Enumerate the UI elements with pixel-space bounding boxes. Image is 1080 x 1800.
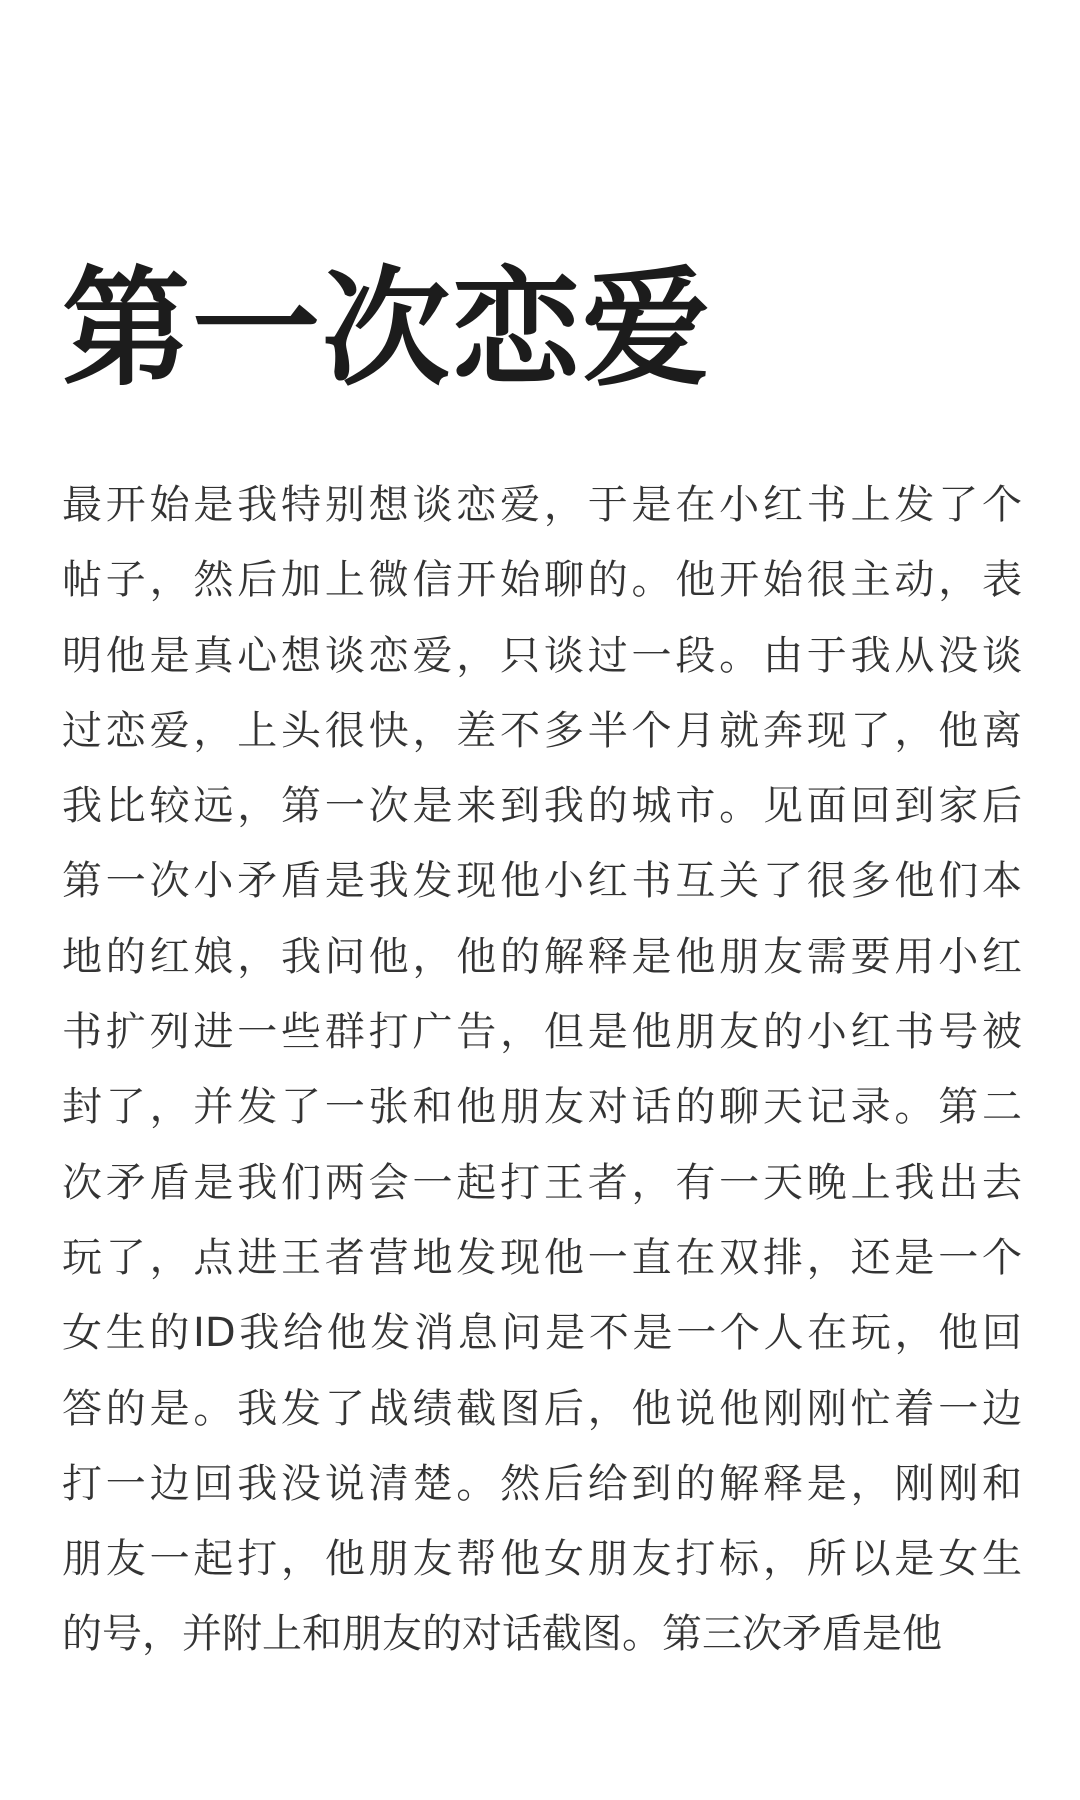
body-line: 我比较远，第一次是来到我的城市。见面回到家后 [62, 783, 1022, 830]
body-line: 明他是真心想谈恋爱，只谈过一段。由于我从没谈 [62, 632, 1022, 679]
post-body [62, 468, 1022, 1673]
body-line: 过恋爱，上头很快，差不多半个月就奔现了，他离 [62, 707, 1022, 754]
body-line: 书扩列进一些群打广告，但是他朋友的小红书号被 [62, 1009, 1022, 1056]
body-line: 第一次小矛盾是我发现他小红书互关了很多他们本 [62, 858, 1022, 905]
body-line: 地的红娘，我问他，他的解释是他朋友需要用小红 [62, 933, 1022, 980]
body-line: 帖子，然后加上微信开始聊的。他开始很主动，表 [62, 557, 1022, 604]
body-line: 最开始是我特别想谈恋爱，于是在小红书上发了个 [62, 482, 1022, 528]
body-line: 打一边回我没说清楚。然后给到的解释是，刚刚和 [62, 1460, 1022, 1507]
body-line: 的号，并附上和朋友的对话截图。第三次矛盾是他 [62, 1611, 942, 1658]
body-line: 朋友一起打，他朋友帮他女朋友打标，所以是女生 [62, 1536, 1022, 1583]
body-line: 封了，并发了一张和他朋友对话的聊天记录。第二 [62, 1084, 1022, 1131]
post-title: 第一次恋爱 [62, 255, 713, 404]
body-line: 玩了，点进王者营地发现他一直在双排，还是一个 [62, 1234, 1022, 1281]
body-line: 答的是。我发了战绩截图后，他说他刚刚忙着一边 [62, 1385, 1022, 1432]
body-line: 女生的ID我给他发消息问是不是一个人在玩，他回 [62, 1310, 1022, 1357]
body-line: 次矛盾是我们两会一起打王者，有一天晚上我出去 [62, 1159, 1022, 1206]
